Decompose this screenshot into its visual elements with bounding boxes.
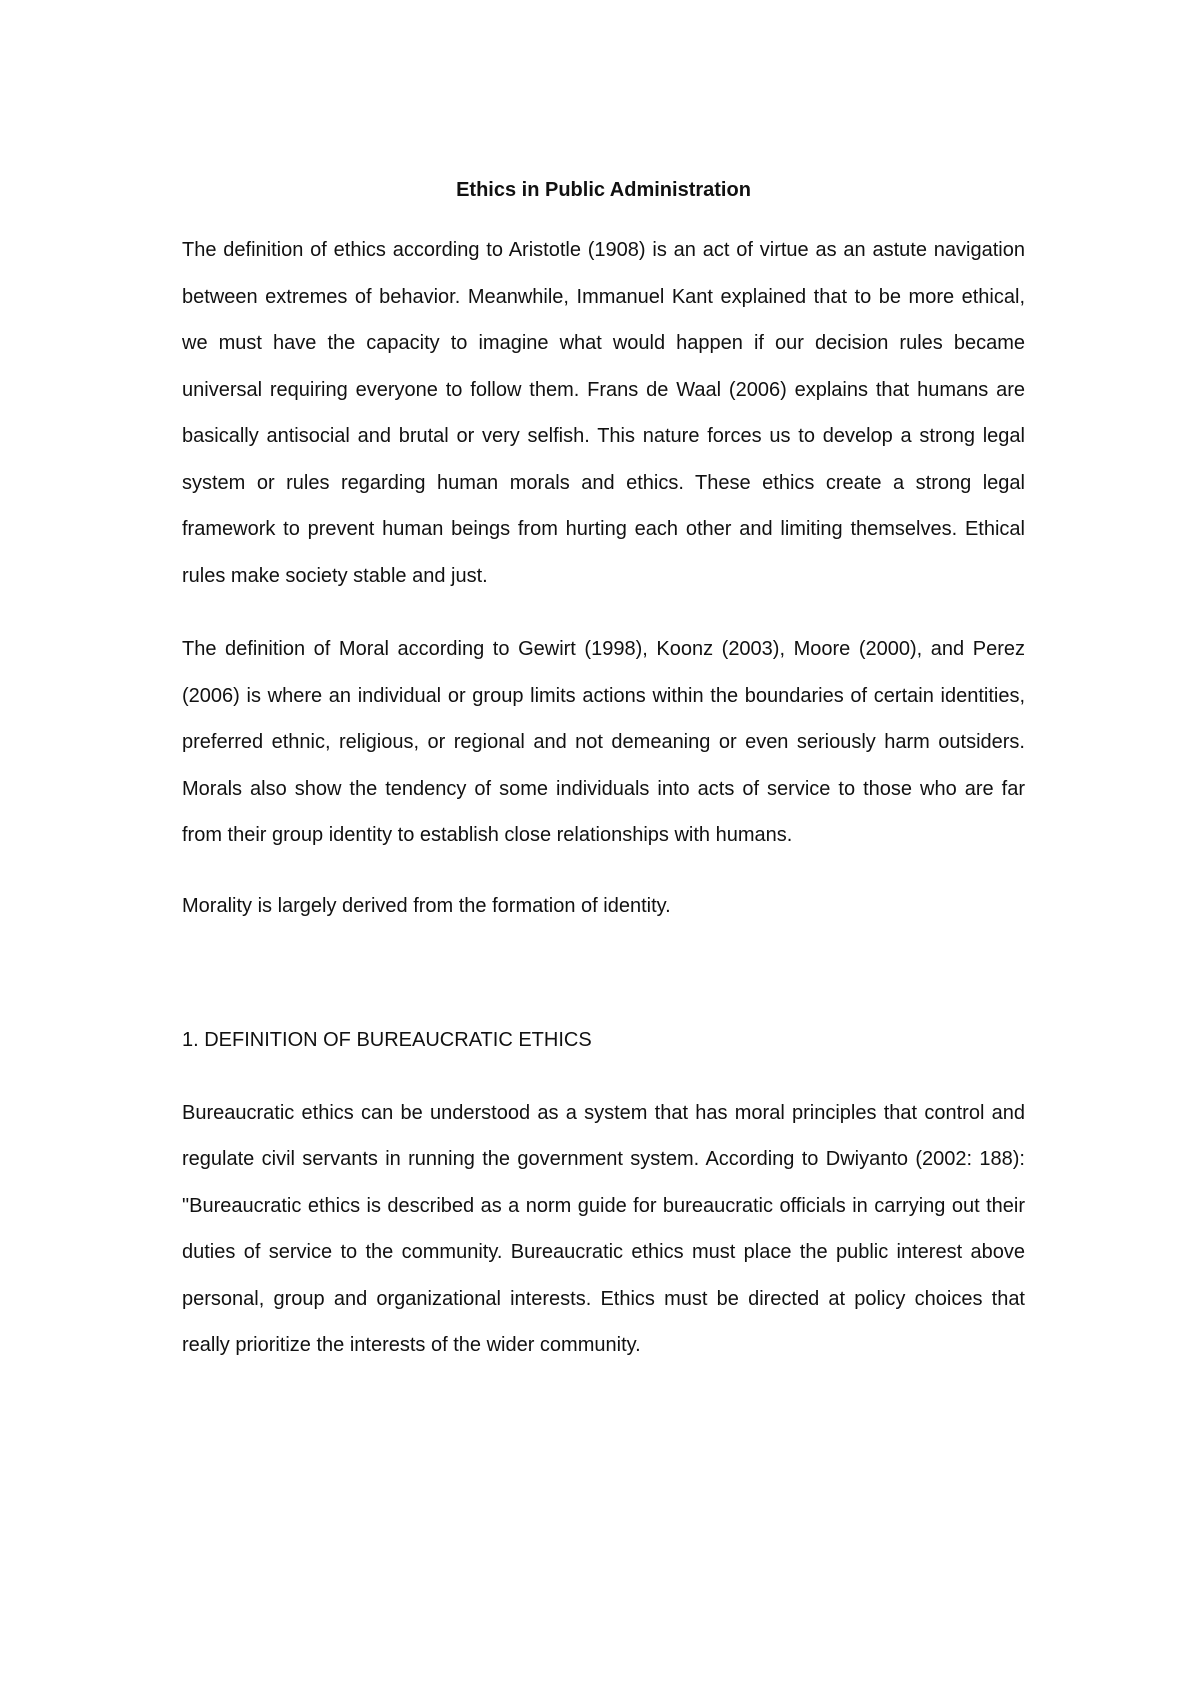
paragraph-morality-identity: Morality is largely derived from the formation of identity. (182, 894, 671, 917)
paragraph-moral-definition: The definition of Moral according to Gewirt (1998), Koonz (2003), Moore (2000), and Perez (2006) is where an individual or group limits actions within the boundaries of certain identities, preferred ethnic, religious, or regional and not demeaning or even seriously harm outsiders. Morals also show the tendency of some individuals into acts of service to those who are far from their group identity to establish close relationships with humans. (182, 638, 1025, 846)
section-heading: 1. DEFINITION OF BUREAUCRATIC ETHICS (182, 1028, 592, 1051)
document-title: Ethics in Public Administration (456, 179, 751, 201)
paragraph-ethics-definition: The definition of ethics according to Aristotle (1908) is an act of virtue as an astute navigation between extremes of behavior. Meanwhile, Immanuel Kant explained that to be more ethical, we must have the capacity to imagine what would happen if our decision rules became universal requiring everyone to follow them. Frans de Waal (2006) explains that humans are basically antisocial and brutal or very selfish. This nature forces us to develop a strong legal system or rules regarding human morals and ethics. These ethics create a strong legal framework to prevent human beings from hurting each other and limiting themselves. Ethical rules make society stable and just. (182, 239, 1025, 587)
document-body (182, 170, 1025, 1396)
paragraph-bureaucratic-ethics: Bureaucratic ethics can be understood as a system that has moral principles that control and regulate civil servants in running the government system. According to Dwiyanto (2002: 188): "Bureaucratic ethics is described as a norm guide for bureaucratic officials in carrying out their duties of service to the community. Bureaucratic ethics must place the public interest above personal, group and organizational interests. Ethics must be directed at policy choices that really prioritize the interests of the wider community. (182, 1101, 1025, 1356)
